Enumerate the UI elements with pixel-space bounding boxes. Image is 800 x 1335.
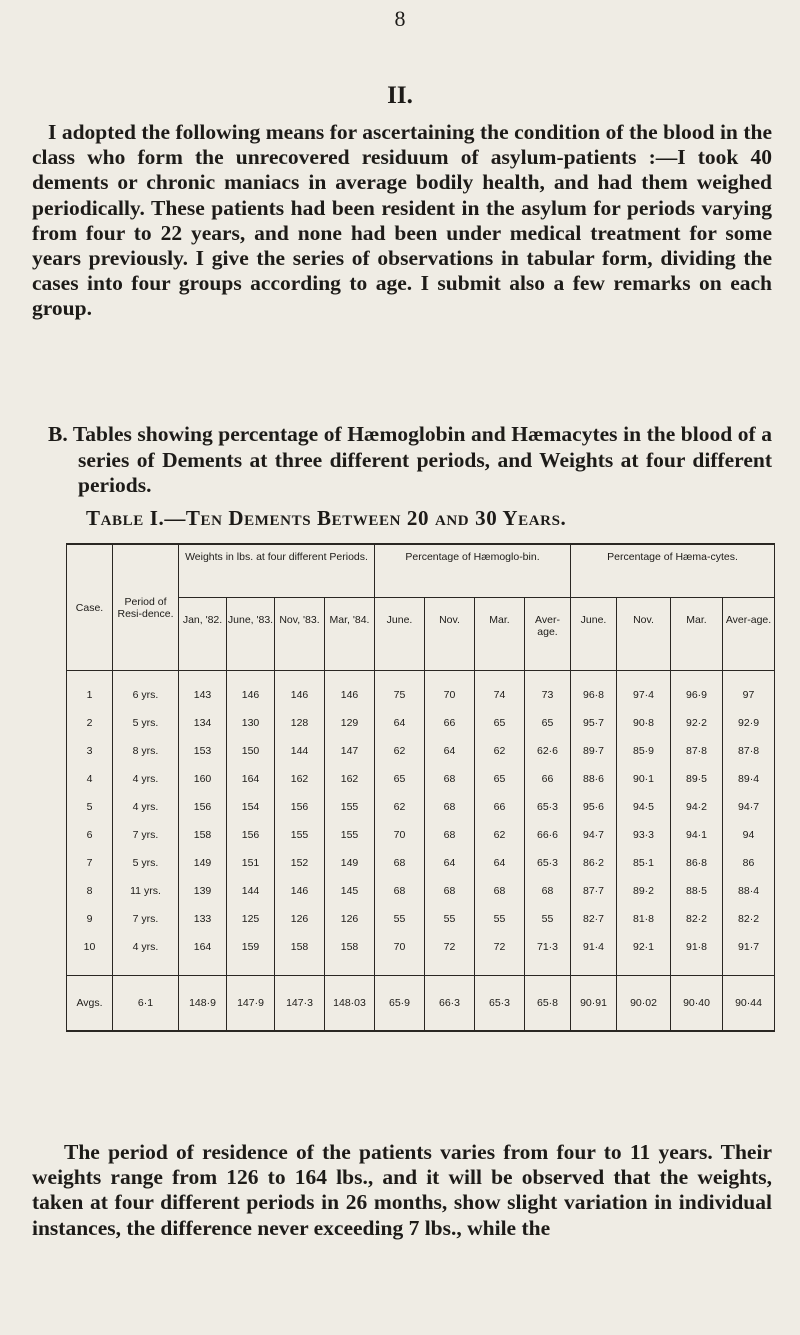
table-cell: 90·1 — [617, 765, 671, 793]
table-cell: 62·6 — [525, 737, 571, 765]
table-cell: 70 — [425, 671, 475, 710]
haemoglobin-col-header: Mar. — [475, 598, 525, 671]
table-cell: 146 — [275, 877, 325, 905]
data-table-wrapper — [66, 543, 774, 1032]
table-cell: 91·7 — [723, 933, 775, 961]
table-cell: 130 — [227, 709, 275, 737]
table-cell: 86·2 — [571, 849, 617, 877]
haemacytes-col-header: Aver-age. — [723, 598, 775, 671]
table-caption: Table I.—Ten Dements Between 20 and 30 Years. — [86, 506, 567, 530]
spacer-cell — [525, 961, 571, 976]
table-cell: 75 — [375, 671, 425, 710]
table-cell: 164 — [179, 933, 227, 961]
table-cell: 7 yrs. — [113, 905, 179, 933]
average-cell: 6·1 — [113, 976, 179, 1032]
weight-col-header: Jan, '82. — [179, 598, 227, 671]
table-cell: 146 — [325, 671, 375, 710]
haemoglobin-col-header: June. — [375, 598, 425, 671]
table-cell: 97 — [723, 671, 775, 710]
tables-description-paragraph: B. Tables showing percentage of Hæmoglobin and Hæmacytes in the blood of a series of Dements at three different periods, and Weights at four different periods. — [48, 422, 772, 497]
table-cell: 91·4 — [571, 933, 617, 961]
table-cell: 64 — [425, 737, 475, 765]
weight-col-header: Mar, '84. — [325, 598, 375, 671]
table-cell: 66 — [525, 765, 571, 793]
table-row — [67, 821, 775, 849]
table-cell: 125 — [227, 905, 275, 933]
table-cell: 68 — [425, 877, 475, 905]
table-cell: 126 — [325, 905, 375, 933]
table-cell: 4 yrs. — [113, 765, 179, 793]
table-cell: 10 — [67, 933, 113, 961]
table-cell: 72 — [475, 933, 525, 961]
average-cell: 148·9 — [179, 976, 227, 1032]
table-cell: 88·4 — [723, 877, 775, 905]
table-cell: 144 — [227, 877, 275, 905]
table-cell: 89·2 — [617, 877, 671, 905]
table-cell: 66·6 — [525, 821, 571, 849]
table-cell: 87·8 — [723, 737, 775, 765]
table-cell: 146 — [275, 671, 325, 710]
table-cell: 64 — [475, 849, 525, 877]
table-cell: 7 yrs. — [113, 821, 179, 849]
dements-table — [66, 543, 775, 1032]
table-cell: 158 — [325, 933, 375, 961]
table-cell: 88·6 — [571, 765, 617, 793]
table-cell: 91·8 — [671, 933, 723, 961]
table-cell: 134 — [179, 709, 227, 737]
table-cell: 64 — [425, 849, 475, 877]
table-cell: 68 — [525, 877, 571, 905]
table-cell: 68 — [375, 877, 425, 905]
table-cell: 151 — [227, 849, 275, 877]
spacer-cell — [475, 961, 525, 976]
spacer-cell — [275, 961, 325, 976]
table-cell: 92·2 — [671, 709, 723, 737]
average-cell: 65·3 — [475, 976, 525, 1032]
spacer-cell — [179, 961, 227, 976]
table-cell: 95·7 — [571, 709, 617, 737]
table-cell: 133 — [179, 905, 227, 933]
table-cell: 55 — [475, 905, 525, 933]
haemacytes-header: Percentage of Hæma-cytes. — [571, 544, 775, 598]
spacer-cell — [67, 961, 113, 976]
table-cell: 2 — [67, 709, 113, 737]
table-cell: 158 — [179, 821, 227, 849]
spacer-cell — [375, 961, 425, 976]
average-cell: 65·9 — [375, 976, 425, 1032]
haemacytes-col-header: Nov. — [617, 598, 671, 671]
table-cell: 4 yrs. — [113, 933, 179, 961]
table-cell: 8 yrs. — [113, 737, 179, 765]
table-cell: 96·8 — [571, 671, 617, 710]
table-cell: 82·2 — [671, 905, 723, 933]
case-header: Case. — [67, 544, 113, 671]
table-cell: 149 — [179, 849, 227, 877]
table-cell: 82·2 — [723, 905, 775, 933]
average-cell: 90·91 — [571, 976, 617, 1032]
table-cell: 68 — [475, 877, 525, 905]
table-cell: 87·7 — [571, 877, 617, 905]
spacer-cell — [723, 961, 775, 976]
haemoglobin-col-header: Aver-age. — [525, 598, 571, 671]
table-cell: 93·3 — [617, 821, 671, 849]
average-cell: 66·3 — [425, 976, 475, 1032]
table-cell: 68 — [425, 821, 475, 849]
table-row — [67, 671, 775, 710]
table-cell: 97·4 — [617, 671, 671, 710]
table-cell: 149 — [325, 849, 375, 877]
table-cell: 70 — [375, 933, 425, 961]
table-cell: 89·7 — [571, 737, 617, 765]
average-cell: 147·9 — [227, 976, 275, 1032]
average-cell: 65·8 — [525, 976, 571, 1032]
haemoglobin-col-header: Nov. — [425, 598, 475, 671]
average-cell: 90·40 — [671, 976, 723, 1032]
table-cell: 139 — [179, 877, 227, 905]
table-row — [67, 877, 775, 905]
table-cell: 94 — [723, 821, 775, 849]
spacer-cell — [617, 961, 671, 976]
table-row — [67, 933, 775, 961]
haemoglobin-header: Percentage of Hæmoglo-bin. — [375, 544, 571, 598]
table-cell: 156 — [227, 821, 275, 849]
table-cell: 3 — [67, 737, 113, 765]
table-cell: 62 — [475, 737, 525, 765]
table-cell: 5 — [67, 793, 113, 821]
table-cell: 146 — [227, 671, 275, 710]
table-cell: 66 — [425, 709, 475, 737]
table-cell: 94·1 — [671, 821, 723, 849]
table-cell: 11 yrs. — [113, 877, 179, 905]
table-cell: 162 — [275, 765, 325, 793]
average-cell: 90·02 — [617, 976, 671, 1032]
table-cell: 65 — [375, 765, 425, 793]
table-cell: 155 — [325, 821, 375, 849]
table-cell: 147 — [325, 737, 375, 765]
weight-col-header: June, '83. — [227, 598, 275, 671]
table-cell: 87·8 — [671, 737, 723, 765]
haemacytes-col-header: Mar. — [671, 598, 723, 671]
table-cell: 55 — [425, 905, 475, 933]
table-row — [67, 765, 775, 793]
table-cell: 65 — [525, 709, 571, 737]
table-cell: 129 — [325, 709, 375, 737]
table-cell: 95·6 — [571, 793, 617, 821]
table-cell: 62 — [375, 793, 425, 821]
table-cell: 158 — [275, 933, 325, 961]
table-row — [67, 905, 775, 933]
table-cell: 89·4 — [723, 765, 775, 793]
table-cell: 145 — [325, 877, 375, 905]
table-cell: 155 — [325, 793, 375, 821]
table-cell: 94·5 — [617, 793, 671, 821]
table-cell: 154 — [227, 793, 275, 821]
table-cell: 160 — [179, 765, 227, 793]
spacer-cell — [113, 961, 179, 976]
average-cell: 90·44 — [723, 976, 775, 1032]
table-cell: 86 — [723, 849, 775, 877]
table-cell: 8 — [67, 877, 113, 905]
table-cell: 68 — [375, 849, 425, 877]
average-cell: 148·03 — [325, 976, 375, 1032]
table-cell: 159 — [227, 933, 275, 961]
table-cell: 94·2 — [671, 793, 723, 821]
table-cell: 5 yrs. — [113, 709, 179, 737]
spacer-cell — [425, 961, 475, 976]
table-cell: 143 — [179, 671, 227, 710]
table-cell: 86·8 — [671, 849, 723, 877]
averages-row — [67, 976, 775, 1032]
weight-col-header: Nov, '83. — [275, 598, 325, 671]
table-cell: 126 — [275, 905, 325, 933]
table-cell: 153 — [179, 737, 227, 765]
table-cell: 65 — [475, 765, 525, 793]
table-cell: 74 — [475, 671, 525, 710]
table-cell: 94·7 — [571, 821, 617, 849]
table-cell: 152 — [275, 849, 325, 877]
table-cell: 89·5 — [671, 765, 723, 793]
table-cell: 65 — [475, 709, 525, 737]
average-cell: 147·3 — [275, 976, 325, 1032]
table-cell: 81·8 — [617, 905, 671, 933]
table-cell: 72 — [425, 933, 475, 961]
table-cell: 6 yrs. — [113, 671, 179, 710]
table-cell: 150 — [227, 737, 275, 765]
table-cell: 68 — [425, 765, 475, 793]
table-cell: 82·7 — [571, 905, 617, 933]
table-cell: 4 — [67, 765, 113, 793]
residence-paragraph: The period of residence of the patients varies from four to 11 years. Their weights range from 126 to 164 lbs., and it will be observed that the weights, taken at four different periods in 26 months, show slight variation in individual instances, the difference never exceeding 7 lbs., while the — [32, 1140, 772, 1240]
table-cell: 92·1 — [617, 933, 671, 961]
table-cell: 5 yrs. — [113, 849, 179, 877]
table-cell: 164 — [227, 765, 275, 793]
table-cell: 65·3 — [525, 793, 571, 821]
table-cell: 62 — [475, 821, 525, 849]
table-cell: 7 — [67, 849, 113, 877]
spacer-row — [67, 961, 775, 976]
period-header: Period of Resi-dence. — [113, 544, 179, 671]
table-cell: 94·7 — [723, 793, 775, 821]
table-body — [67, 671, 775, 1032]
weights-header: Weights in lbs. at four different Periods. — [179, 544, 375, 598]
table-cell: 6 — [67, 821, 113, 849]
table-cell: 156 — [179, 793, 227, 821]
table-cell: 85·1 — [617, 849, 671, 877]
spacer-cell — [325, 961, 375, 976]
spacer-cell — [671, 961, 723, 976]
table-cell: 4 yrs. — [113, 793, 179, 821]
table-cell: 92·9 — [723, 709, 775, 737]
table-cell: 9 — [67, 905, 113, 933]
table-cell: 85·9 — [617, 737, 671, 765]
table-row — [67, 709, 775, 737]
table-cell: 71·3 — [525, 933, 571, 961]
table-cell: 55 — [375, 905, 425, 933]
haemacytes-col-header: June. — [571, 598, 617, 671]
table-cell: 55 — [525, 905, 571, 933]
table-cell: 144 — [275, 737, 325, 765]
table-cell: 64 — [375, 709, 425, 737]
table-cell: 162 — [325, 765, 375, 793]
intro-paragraph: I adopted the following means for ascertaining the condition of the blood in the class who form the unrecovered residuum of asylum-patients :—I took 40 dements or chronic maniacs in average bodily health, and had them weighed periodically. These patients had been resident in the asylum for periods varying from four to 22 years, and none had been under medical treatment for some years previously. I give the series of observations in tabular form, dividing the cases into four groups according to age. I submit also a few remarks on each group. — [32, 120, 772, 321]
table-cell: 1 — [67, 671, 113, 710]
table-cell: 90·8 — [617, 709, 671, 737]
table-row — [67, 849, 775, 877]
spacer-cell — [227, 961, 275, 976]
table-cell: 96·9 — [671, 671, 723, 710]
table-cell: 68 — [425, 793, 475, 821]
table-row — [67, 793, 775, 821]
table-cell: 155 — [275, 821, 325, 849]
section-heading: II. — [387, 82, 413, 109]
table-cell: 128 — [275, 709, 325, 737]
table-row — [67, 737, 775, 765]
spacer-cell — [571, 961, 617, 976]
table-cell: 156 — [275, 793, 325, 821]
table-cell: 66 — [475, 793, 525, 821]
page-number: 8 — [394, 6, 406, 31]
average-cell: Avgs. — [67, 976, 113, 1032]
table-cell: 73 — [525, 671, 571, 710]
table-cell: 70 — [375, 821, 425, 849]
table-cell: 88·5 — [671, 877, 723, 905]
table-cell: 65·3 — [525, 849, 571, 877]
table-cell: 62 — [375, 737, 425, 765]
